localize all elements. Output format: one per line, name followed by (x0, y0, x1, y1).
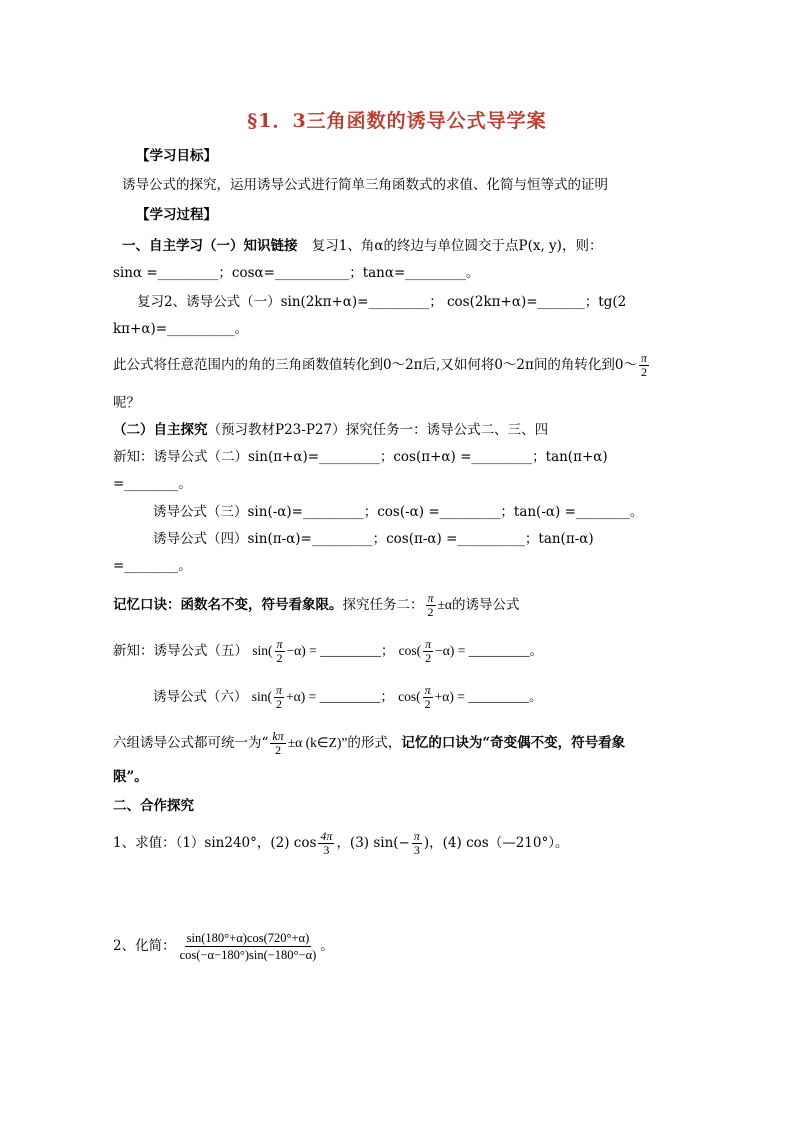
memo-line (113, 592, 520, 619)
simplify-fraction (178, 930, 319, 963)
pi-over-3-fraction (412, 830, 422, 857)
question1-middle: ，(3) sin(− (336, 835, 410, 851)
pi-over-2-fraction (275, 638, 285, 665)
fraction-denominator: 3 (323, 843, 330, 857)
pi-over-2-fraction (423, 638, 433, 665)
note-line (113, 352, 651, 379)
pi-over-2-fraction (423, 684, 433, 711)
sin-lead: sin( (252, 643, 273, 658)
fraction-numerator: π (276, 683, 283, 697)
fraction-numerator: sin(180°+α)cos(720°+α) (186, 931, 310, 945)
question1-line (113, 830, 568, 857)
section2-line (113, 420, 548, 440)
question2-line (113, 930, 334, 963)
objective-heading: 【学习目标】 (136, 148, 217, 164)
cos-lead: cos( (398, 689, 421, 704)
fraction-numerator: π (413, 829, 420, 843)
sin-tail: +α) = _________； (286, 689, 394, 704)
fraction-numerator: 4π (320, 829, 333, 843)
fraction-numerator: kπ (272, 729, 284, 743)
fraction-denominator: 2 (427, 605, 434, 619)
section1-line (122, 236, 602, 256)
fraction-numerator: π (276, 637, 283, 651)
trig-definition-line: sinα =_________；cosα=___________；tanα=_________。 (113, 265, 480, 281)
page-title: §1．3三角函数的诱导公式导学案 (247, 110, 547, 132)
review2-continued: kπ+α)=__________。 (113, 321, 249, 337)
k-pi-over-2-fraction (270, 730, 285, 757)
objective-text: 诱导公式的探究，运用诱导公式进行简单三角函数式的求值、化简与恒等式的证明 (122, 177, 608, 193)
fraction-denominator: 2 (640, 365, 647, 379)
fraction-denominator: 2 (425, 651, 432, 665)
pi-over-2-fraction (639, 352, 649, 379)
unify-line (113, 730, 625, 757)
fraction-denominator: 2 (424, 697, 431, 711)
review1-text: 复习1、角α的终边与单位圆交于点P(x, y)，则： (311, 238, 603, 254)
cos-tail: +α) = _________。 (434, 689, 543, 704)
unify-mnemonic: 记忆的口诀为“奇变偶不变，符号看象 (401, 735, 626, 751)
memo-end: 的诱导公式 (452, 597, 520, 613)
formula5-label: 新知：诱导公式（五） (113, 643, 248, 659)
pi-over-2-fraction (426, 592, 436, 619)
question1-end: )，(4) cos（—210°）。 (423, 835, 569, 851)
process-heading: 【学习过程】 (136, 207, 217, 223)
formula6-label: 诱导公式（六） (153, 689, 248, 705)
formula3-line: 诱导公式（三）sin(-α)=_________；cos(-α) =_________；tan(-α) =________。 (153, 504, 644, 520)
pi-over-2-fraction (274, 684, 284, 711)
sin-lead: sin( (251, 689, 273, 704)
question2-prefix: 2、化简： (113, 938, 176, 954)
section2-heading-rest: （预习教材P23-P27）探究任务一：诱导公式二、三、四 (207, 422, 549, 438)
unify-mnemonic-end: 限”。 (113, 769, 148, 785)
formula5-line (113, 638, 543, 665)
fraction-numerator: π (425, 637, 432, 651)
question1-prefix: 1、求值：（1）sin240°，(2) cos (113, 835, 317, 851)
fraction-numerator: π (424, 683, 431, 697)
question2-end: 。 (320, 938, 334, 954)
section1-heading: 一、自主学习（一）知识链接 (122, 238, 298, 254)
formula6-line (153, 684, 542, 711)
section3-heading: 二、合作探究 (113, 798, 194, 814)
fraction-denominator: 2 (276, 697, 283, 711)
fraction-denominator: 2 (275, 743, 282, 757)
fraction-numerator: π (427, 591, 434, 605)
plus-minus-alpha: ±α (437, 597, 452, 612)
note-text: 此公式将任意范围内的角的三角函数值转化到0～2π后,又如何将0～2π间的角转化到0～ (113, 357, 637, 373)
four-pi-over-3-fraction (318, 830, 334, 857)
unify-prefix: 六组诱导公式都可统一为“ (113, 735, 269, 751)
formula4-line: 诱导公式（四）sin(π-α)=_________；cos(π-α) =__________；tan(π-α) (153, 531, 594, 547)
note-end: 呢？ (113, 395, 140, 411)
formula2-line: 新知：诱导公式（二）sin(π+α)=_________；cos(π+α) =_________；tan(π+α) (113, 449, 608, 465)
section2-heading: （二）自主探究 (113, 422, 208, 438)
fraction-numerator: π (640, 351, 647, 365)
formula4-continued: =________。 (113, 558, 192, 574)
memo-task: 探究任务二： (342, 597, 424, 613)
fraction-denominator: 3 (413, 843, 420, 857)
fraction-denominator: cos(−α−180°)sin(−180°−α) (179, 948, 317, 962)
sin-tail: −α) = _________； (286, 643, 395, 658)
review2-line: 复习2、诱导公式（一）sin(2kπ+α)=_________； cos(2kπ+α)=_______；tg(2 (137, 294, 627, 310)
unify-middle: ±α (k∈Z)”的形式， (287, 735, 402, 750)
memo-rule: 记忆口诀：函数名不变，符号看象限。 (113, 597, 343, 613)
cos-tail: −α) = _________。 (435, 643, 543, 658)
formula2-continued: =________。 (113, 476, 192, 492)
fraction-denominator: 2 (276, 651, 283, 665)
cos-lead: cos( (398, 643, 422, 658)
